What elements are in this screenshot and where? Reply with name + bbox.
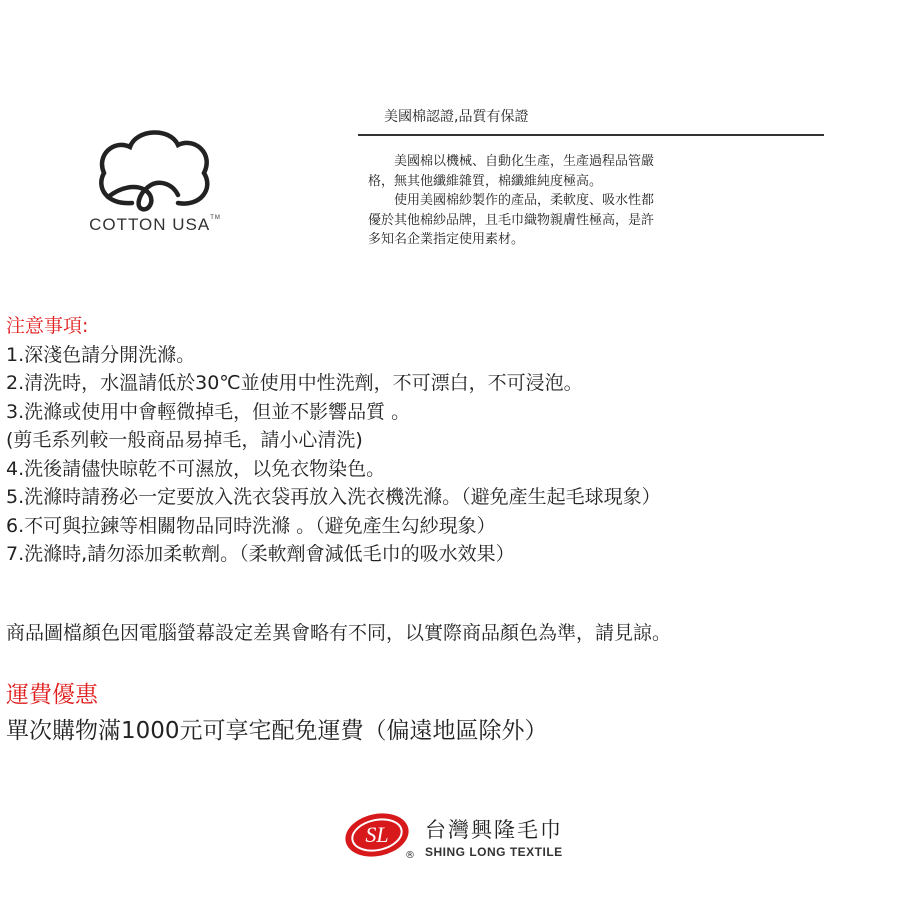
cotton-boll-icon	[92, 125, 218, 215]
certification-line: 優於其他棉紗品牌，且毛巾織物親膚性極高，是許	[368, 212, 655, 228]
registered-mark: ®	[405, 850, 415, 861]
emblem-letters: SL	[365, 822, 389, 847]
cotton-usa-logo	[70, 125, 240, 245]
certification-body	[368, 152, 808, 250]
certification-line: 使用美國棉紗製作的產品，柔軟度、吸水性都	[394, 193, 655, 208]
brand-name-zh: 台灣興隆毛巾	[425, 818, 563, 842]
color-disclaimer: 商品圖檔顏色因電腦螢幕設定差異會略有不同，以實際商品顏色為準，請見諒。	[6, 622, 672, 644]
notice-item: 7.洗滌時,請勿添加柔軟劑。（柔軟劑會減低毛巾的吸水效果）	[6, 543, 515, 565]
brand-logo	[343, 808, 583, 868]
certification-heading: 美國棉認證,品質有保證	[384, 109, 529, 125]
trademark-mark: TM	[210, 215, 221, 221]
notice-item: 5.洗滌時請務必一定要放入洗衣袋再放入洗衣機洗滌。（避免產生起毛球現象）	[6, 486, 661, 508]
notice-item: 3.洗滌或使用中會輕微掉毛，但並不影響品質 。	[6, 400, 411, 423]
certification-line: 多知名企業指定使用素材。	[368, 232, 525, 247]
notice-item: 2.清洗時，水溫請低於30℃並使用中性洗劑，不可漂白，不可浸泡。	[6, 372, 583, 394]
cotton-usa-wordmark	[70, 215, 240, 235]
cotton-usa-text: COTTON USA	[89, 215, 211, 234]
certification-divider	[358, 134, 824, 136]
certification-line: 美國棉以機械、自動化生產，生產過程品管嚴	[394, 154, 655, 169]
shing-long-emblem-icon	[343, 810, 413, 860]
certification-line: 格，無其他纖維雜質，棉纖維純度極高。	[368, 173, 603, 189]
notice-item: 4.洗後請儘快晾乾不可濕放，以免衣物染色。	[6, 457, 386, 480]
shipping-text: 單次購物滿1000元可享宅配免運費（偏遠地區除外）	[6, 718, 548, 744]
notice-title: 注意事項:	[6, 315, 89, 337]
brand-name-en: SHING LONG TEXTILE	[425, 845, 563, 859]
shipping-title: 運費優惠	[6, 682, 98, 708]
notice-item: 1.深淺色請分開洗滌。	[6, 343, 196, 366]
notice-item: (剪毛系列較一般商品易掉毛，請小心清洗)	[6, 429, 363, 451]
notice-item: 6.不可與拉鍊等相關物品同時洗滌 。（避免產生勾紗現象）	[6, 514, 496, 537]
care-notice	[6, 312, 896, 569]
